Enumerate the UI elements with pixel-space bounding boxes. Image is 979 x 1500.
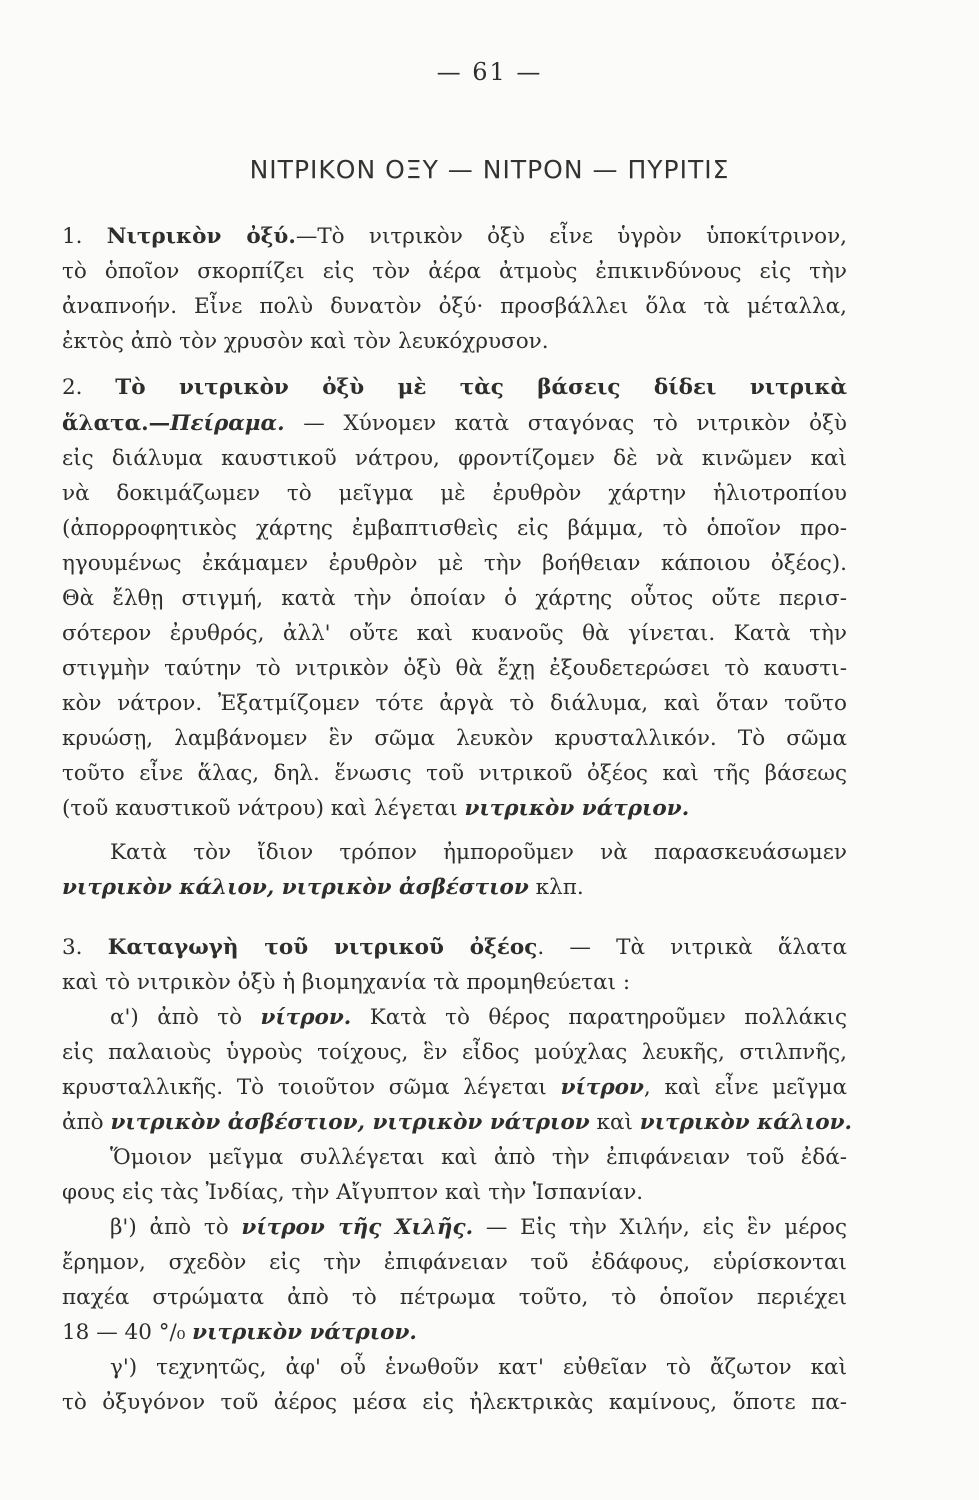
text-line	[62, 1038, 847, 1068]
text-line	[62, 724, 847, 754]
text-line	[110, 1213, 847, 1243]
text-run: καὶ τὸ νιτρικὸν ὀξὺ ἡ βιομηχανία τὰ προμηθεύεται :	[62, 970, 631, 995]
text-line	[62, 1108, 853, 1138]
text-run: φους εἰς τὰς Ἰνδίας, τὴν Αἴγυπτον καὶ τὴν Ἱσπανίαν.	[62, 1180, 644, 1205]
text-run: Θὰ ἔλθῃ στιγμή, κατὰ τὴν ὁποίαν ὁ χάρτης οὗτος οὔτε περισ-	[62, 586, 847, 611]
text-run: ἅλατα.—	[62, 411, 171, 436]
text-line	[62, 479, 847, 509]
text-run: καὶ	[589, 1110, 640, 1135]
text-run: — Χύνομεν κατὰ σταγόνας τὸ νιτρικὸν ὀξὺ	[284, 411, 847, 436]
text-run: ἐκτὸς ἀπὸ τὸν χρυσὸν καὶ τὸν λευκόχρυσον.	[62, 329, 549, 354]
text-run: ἀναπνοήν. Εἶνε πολὺ δυνατὸν ὀξύ· προσβάλλει ὅλα τὰ μέταλλα,	[62, 294, 847, 319]
text-run: κὸν νάτρον. Ἐξατμίζομεν τότε ἀργὰ τὸ διάλυμα, καὶ ὅταν τοῦτο	[62, 691, 847, 716]
text-line	[62, 1388, 847, 1418]
text-run: στιγμὴν ταύτην τὸ νιτρικὸν ὀξὺ θὰ ἔχῃ ἐξουδετερώσει τὸ καυστι-	[62, 656, 847, 681]
text-run: Κατὰ τὸ θέρος παρατηροῦμεν πολλάκις	[351, 1005, 847, 1030]
text-run: 18 — 40 °/₀	[62, 1320, 193, 1345]
text-line	[110, 1143, 847, 1173]
text-run: νίτρον τῆς Χιλῆς.	[241, 1215, 474, 1240]
text-line	[62, 1073, 847, 1103]
text-run: νίτρον	[560, 1075, 644, 1100]
text-run: Νιτρικὸν ὀξύ.	[106, 224, 296, 249]
text-run: εἰς παλαιοὺς ὑγροὺς τοίχους, ἓν εἶδος μούχλας λευκῆς, στιλπνῆς,	[62, 1040, 847, 1065]
text-run: νὰ δοκιμάζωμεν τὸ μεῖγμα μὲ ἐρυθρὸν χάρτην ἡλιοτροπίου	[62, 481, 847, 506]
text-run: —Τὸ νιτρικὸν ὀξὺ εἶνε ὑγρὸν ὑποκίτρινον,	[295, 224, 847, 249]
text-line	[62, 222, 847, 252]
text-line	[62, 584, 847, 614]
text-run: (ἀπορροφητικὸς χάρτης ἐμβαπτισθεὶς εἰς βάμμα, τὸ ὁποῖον προ-	[62, 516, 847, 541]
text-run: κλπ.	[528, 875, 584, 900]
text-line	[62, 968, 847, 998]
text-line	[62, 1318, 847, 1348]
text-run: β') ἀπὸ τὸ	[110, 1215, 242, 1240]
text-run: τοῦτο εἶνε ἅλας, δηλ. ἕνωσις τοῦ νιτρικοῦ ὀξέος καὶ τῆς βάσεως	[62, 761, 847, 786]
text-line	[62, 1283, 847, 1313]
text-line	[110, 1003, 847, 1033]
text-run: 1.	[62, 224, 107, 249]
text-line	[62, 514, 847, 544]
text-line	[62, 549, 847, 579]
text-run: , καὶ εἶνε μεῖγμα	[643, 1075, 847, 1100]
text-line	[62, 373, 847, 403]
text-run: α') ἀπὸ τὸ	[110, 1005, 261, 1030]
text-run: 3.	[62, 935, 108, 960]
text-line	[62, 794, 847, 824]
text-run: Τὸ νιτρικὸν ὀξὺ μὲ τὰς βάσεις δίδει νιτρικὰ	[115, 375, 847, 400]
text-run: σότερον ἐρυθρός, ἀλλ' οὔτε καὶ κυανοῦς θὰ γίνεται. Κατὰ τὴν	[62, 621, 847, 646]
text-line	[110, 838, 847, 868]
text-line	[62, 292, 847, 322]
text-line	[62, 654, 847, 684]
text-run: κρυσταλλικῆς. Τὸ τοιοῦτον σῶμα λέγεται	[62, 1075, 561, 1100]
text-run: νίτρον.	[260, 1005, 352, 1030]
text-run: νιτρικὸν νάτριον.	[192, 1320, 417, 1345]
text-run: νιτρικὸν κάλιον, νιτρικὸν ἀσβέστιον	[62, 875, 529, 900]
text-run: Πείραμα.	[170, 411, 285, 436]
text-run: κρυώσῃ, λαμβάνομεν ἓν σῶμα λευκὸν κρυσταλλικόν. Τὸ σῶμα	[62, 726, 847, 751]
text-run: γ') τεχνητῶς, ἀφ' οὗ ἑνωθοῦν κατ' εὐθεῖαν τὸ ἄζωτον καὶ	[110, 1355, 847, 1380]
text-run: εἰς διάλυμα καυστικοῦ νάτρου, φροντίζομεν δὲ νὰ κινῶμεν καὶ	[62, 446, 847, 471]
text-run: Κατὰ τὸν ἴδιον τρόπον ἠμποροῦμεν νὰ παρασκευάσωμεν	[110, 840, 847, 865]
text-run: νιτρικὸν ἀσβέστιον, νιτρικὸν νάτριον	[110, 1110, 590, 1135]
text-run: νιτρικὸν κάλιον.	[639, 1110, 853, 1135]
text-run: ἀπὸ	[62, 1110, 111, 1135]
text-line	[62, 1248, 847, 1278]
text-run: 2.	[62, 375, 116, 400]
text-run: . — Τὰ νιτρικὰ ἅλατα	[537, 935, 847, 960]
text-run: Ὅμοιον μεῖγμα συλλέγεται καὶ ἀπὸ τὴν ἐπιφάνειαν τοῦ ἐδά-	[110, 1145, 847, 1170]
text-line	[62, 619, 847, 649]
text-run: ἔρημον, σχεδὸν εἰς τὴν ἐπιφάνειαν τοῦ ἐδάφους, εὑρίσκονται	[62, 1250, 847, 1275]
text-line	[62, 873, 847, 903]
text-run: τὸ ὁποῖον σκορπίζει εἰς τὸν ἀέρα ἀτμοὺς ἐπικινδύνους εἰς τὴν	[62, 259, 847, 284]
text-line	[62, 409, 847, 439]
text-line	[62, 444, 847, 474]
text-line	[62, 933, 847, 963]
text-line	[110, 1353, 847, 1383]
page-number: — 61 —	[436, 58, 543, 86]
text-run: Καταγωγὴ τοῦ νιτρικοῦ ὀξέος	[107, 935, 538, 960]
text-run: — Εἰς τὴν Χιλήν, εἰς ἓν μέρος	[473, 1215, 848, 1240]
text-run: (τοῦ καυστικοῦ νάτρου) καὶ λέγεται	[62, 796, 465, 821]
text-run: νιτρικὸν νάτριον.	[464, 796, 690, 821]
text-line	[62, 759, 847, 789]
text-line	[62, 327, 847, 357]
text-run: ηγουμένως ἐκάμαμεν ἐρυθρὸν μὲ τὴν βοήθειαν κάποιου ὀξέος).	[62, 551, 847, 576]
text-line	[62, 689, 847, 719]
chapter-title: ΝΙΤΡΙΚΟΝ ΟΞΥ — ΝΙΤΡΟΝ — ΠΥΡΙΤΙΣ	[249, 155, 730, 184]
text-line	[62, 1178, 847, 1208]
text-run: παχέα στρώματα ἀπὸ τὸ πέτρωμα τοῦτο, τὸ ὁποῖον περιέχει	[62, 1285, 847, 1310]
text-run: τὸ ὀξυγόνον τοῦ ἀέρος μέσα εἰς ἠλεκτρικὰς καμίνους, ὅποτε πα-	[62, 1390, 847, 1415]
text-line	[62, 257, 847, 287]
